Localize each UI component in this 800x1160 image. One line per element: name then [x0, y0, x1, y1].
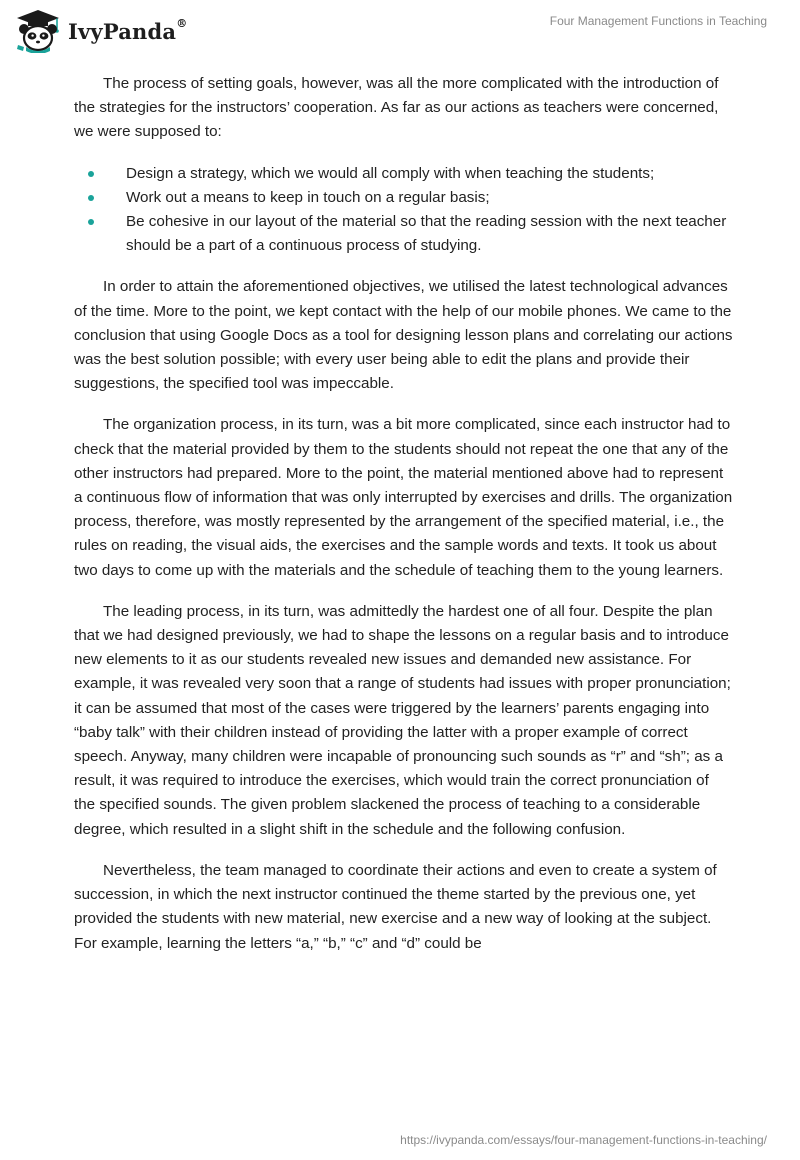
- logo-text: IvyPanda®: [68, 16, 188, 44]
- paragraph-2: In order to attain the aforementioned objectives, we utilised the latest technological advances of the time. More to the point, we kept contact with the help of our mobile phones. We came to the conclusion that using Google Docs as a tool for designing lesson plans and correlating our actions was the best solution possible; with every user being able to edit the plans and provide their suggestions, the specified tool was impeccable.: [74, 278, 733, 393]
- bullet-dot-icon: [88, 219, 94, 225]
- list-item-text: Be cohesive in our layout of the material so that the reading session with the next teacher should be a part of a continuous process of studying.: [126, 213, 727, 255]
- document-title: Four Management Functions in Teaching: [549, 14, 767, 28]
- paragraph-4: The leading process, in its turn, was admittedly the hardest one of all four. Despite the plan that we had designed previously, we had to shape the lessons on a regular basis and to introduce new elements to it as our students revealed new issues and demanded new assistance. For example, it was revealed very soon that a range of students had issues with proper pronunciation; it can be assumed that most of the cases were triggered by the learners’ parents engaging into “baby talk” with their children instead of providing the latter with a proper example of correct speech. Anyway, many children were incapable of pronouncing such sounds as “r” and “sh”; as a result, it was required to introduce the exercises, which would train the correct pronunciation of the specified sounds. The given problem slackened the process of teaching to a considerable degree, which resulted in a slight shift in the schedule and the following confusion.: [74, 602, 731, 838]
- paragraph-3: The organization process, in its turn, was a bit more complicated, since each instructor had to check that the material provided by them to the students should not repeat the one that any of the other instructors had prepared. More to the point, the material mentioned above had to represent a continuous flow of information that was only interrupted by exercises and drills. The organization process, therefore, was mostly represented by the arrangement of the specified material, i.e., the rules on reading, the visual aids, the exercises and the sample words and texts. It took us about two days to come up with the materials and the schedule of teaching them to the young learners.: [74, 416, 733, 579]
- bullet-dot-icon: [88, 195, 94, 201]
- list-item: [74, 162, 734, 186]
- essay-body: [74, 72, 734, 973]
- bullet-dot-icon: [88, 171, 94, 177]
- bullet-list: [74, 162, 734, 259]
- list-item: [74, 186, 734, 210]
- paragraph-5: Nevertheless, the team managed to coordinate their actions and even to create a system of succession, in which the next instructor continued the theme started by the previous one, yet provided the students with new material, new exercise and a new way of looking at the subject. For example, learning the letters “a,” “b,” “c” and “d” could be: [74, 861, 717, 952]
- list-item-text: Work out a means to keep in touch on a regular basis;: [126, 188, 490, 206]
- panda-graduation-cap-icon: [14, 9, 62, 53]
- site-logo[interactable]: [14, 8, 187, 54]
- footer-source-link[interactable]: https://ivypanda.com/essays/four-management-functions-in-teaching/: [400, 1133, 767, 1147]
- page-header: [0, 0, 800, 60]
- list-item: [74, 210, 734, 258]
- paragraph-1: The process of setting goals, however, was all the more complicated with the introduction of the strategies for the instructors’ cooperation. As far as our actions as teachers were concerned, we were supposed to:: [74, 75, 719, 141]
- list-item-text: Design a strategy, which we would all comply with when teaching the students;: [126, 164, 655, 182]
- registered-mark: ®: [176, 16, 188, 30]
